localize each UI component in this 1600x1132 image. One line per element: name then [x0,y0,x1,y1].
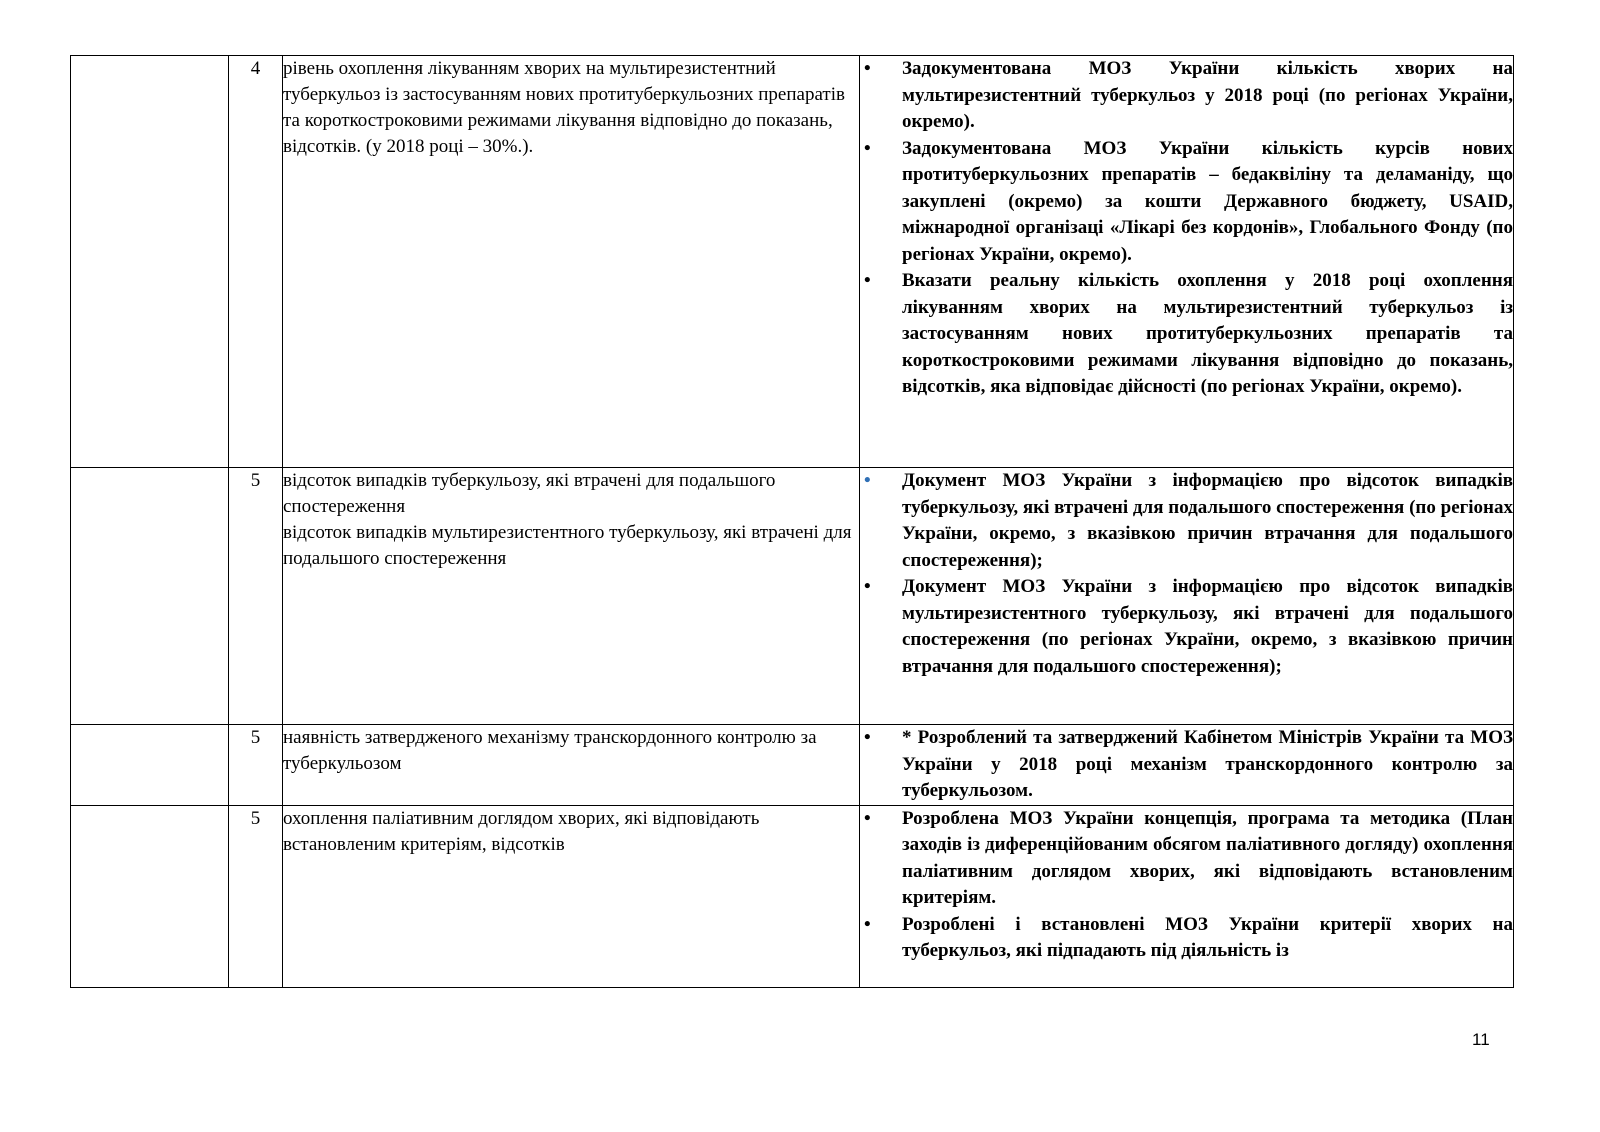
bullet-icon: • [864,807,871,829]
row-number: 5 [229,805,283,987]
empty-cell [71,56,229,468]
row-number: 4 [229,56,283,468]
bullet-icon: • [864,58,871,79]
evidence-text: * Розроблений та затверджений Кабінетом Міністрів України та МОЗ України у 2018 році механізм транскордонного контролю за туберкульозом. [902,727,1513,801]
list-item [860,574,1513,680]
list-item [860,56,1513,136]
indicator-text: рівень охоплення лікуванням хворих на мультирезистентний туберкульоз із застосуванням нових протитуберкульозних препаратів та короткостроковими режимами лікування відповідно до показань, відсотків. (у 2018 році – 30%.). [283,56,860,468]
list-item [860,268,1513,401]
table-row [71,468,1514,725]
table-row [71,56,1514,468]
empty-cell [71,725,229,806]
evidence-cell [860,725,1514,806]
indicator-text: охоплення паліативним доглядом хворих, які відповідають встановленим критеріям, відсотків [283,805,860,987]
evidence-text: Задокументована МОЗ України кількість хворих на мультирезистентний туберкульоз у 2018 році (по регіонах України, окремо). [902,58,1513,132]
empty-cell [71,468,229,725]
evidence-cell [860,805,1514,987]
list-item [860,136,1513,269]
bullet-icon: • [864,137,871,159]
evidence-text: Вказати реальну кількість охоплення у 2018 році охоплення лікуванням хворих на мультирезистентний туберкульоз із застосуванням нових протитуберкульозних препаратів та короткостроковими режимами лікування відповідно до показань, відсотків, яка відповідає дійсності (по регіонах України, окремо). [902,270,1513,397]
row-number: 5 [229,468,283,725]
evidence-text: Документ МОЗ України з інформацією про відсоток випадків туберкульозу, які втрачені для подальшого спостереження (по регіонах України, окремо, з вказівкою причин втрачання для подальшого спостереження); [902,470,1513,571]
table-row [71,725,1514,806]
list-item [860,912,1513,965]
evidence-text: Розроблені і встановлені МОЗ України критерії хворих на туберкульоз, які підпадають під діяльність із [902,913,1513,961]
evidence-text: Задокументована МОЗ України кількість курсів нових протитуберкульозних препаратів – бедаквіліну та деламаніду, що закуплені (окремо) за кошти Державного бюджету, USAID, міжнародної організаці «Лікарі без кордонів», Глобального Фонду (по регіонах України, окремо). [902,137,1513,265]
evidence-cell [860,468,1514,725]
bullet-icon: • [864,470,871,491]
empty-cell [71,805,229,987]
indicator-text: наявність затвердженого механізму транскордонного контролю за туберкульозом [283,725,860,806]
evidence-cell [860,56,1514,468]
page-number: 11 [1472,1030,1490,1049]
list-item [860,806,1513,912]
table-row [71,805,1514,987]
list-item [860,468,1513,574]
row-number: 5 [229,725,283,806]
bullet-icon: • [864,270,871,291]
evidence-text: Документ МОЗ України з інформацією про відсоток випадків мультирезистентного туберкульозу, які втрачені для подальшого спостереження (по регіонах України, окремо, з вказівкою причин втрачання для подальшого спостереження); [902,576,1513,677]
evidence-text: Розроблена МОЗ України концепція, програма та методика (План заходів із диференційованим обсягом паліативного догляду) охоплення паліативним доглядом хворих, які відповідають встановленим критеріям. [902,807,1513,908]
bullet-icon: • [864,913,871,935]
indicator-text: відсоток випадків туберкульозу, які втрачені для подальшого спостереження відсоток випадків мультирезистентного туберкульозу, які втрачені для подальшого спостереження [283,468,860,725]
indicator-table [70,55,1514,988]
bullet-icon: • [864,576,871,597]
list-item [860,725,1513,805]
bullet-icon: • [864,727,871,748]
